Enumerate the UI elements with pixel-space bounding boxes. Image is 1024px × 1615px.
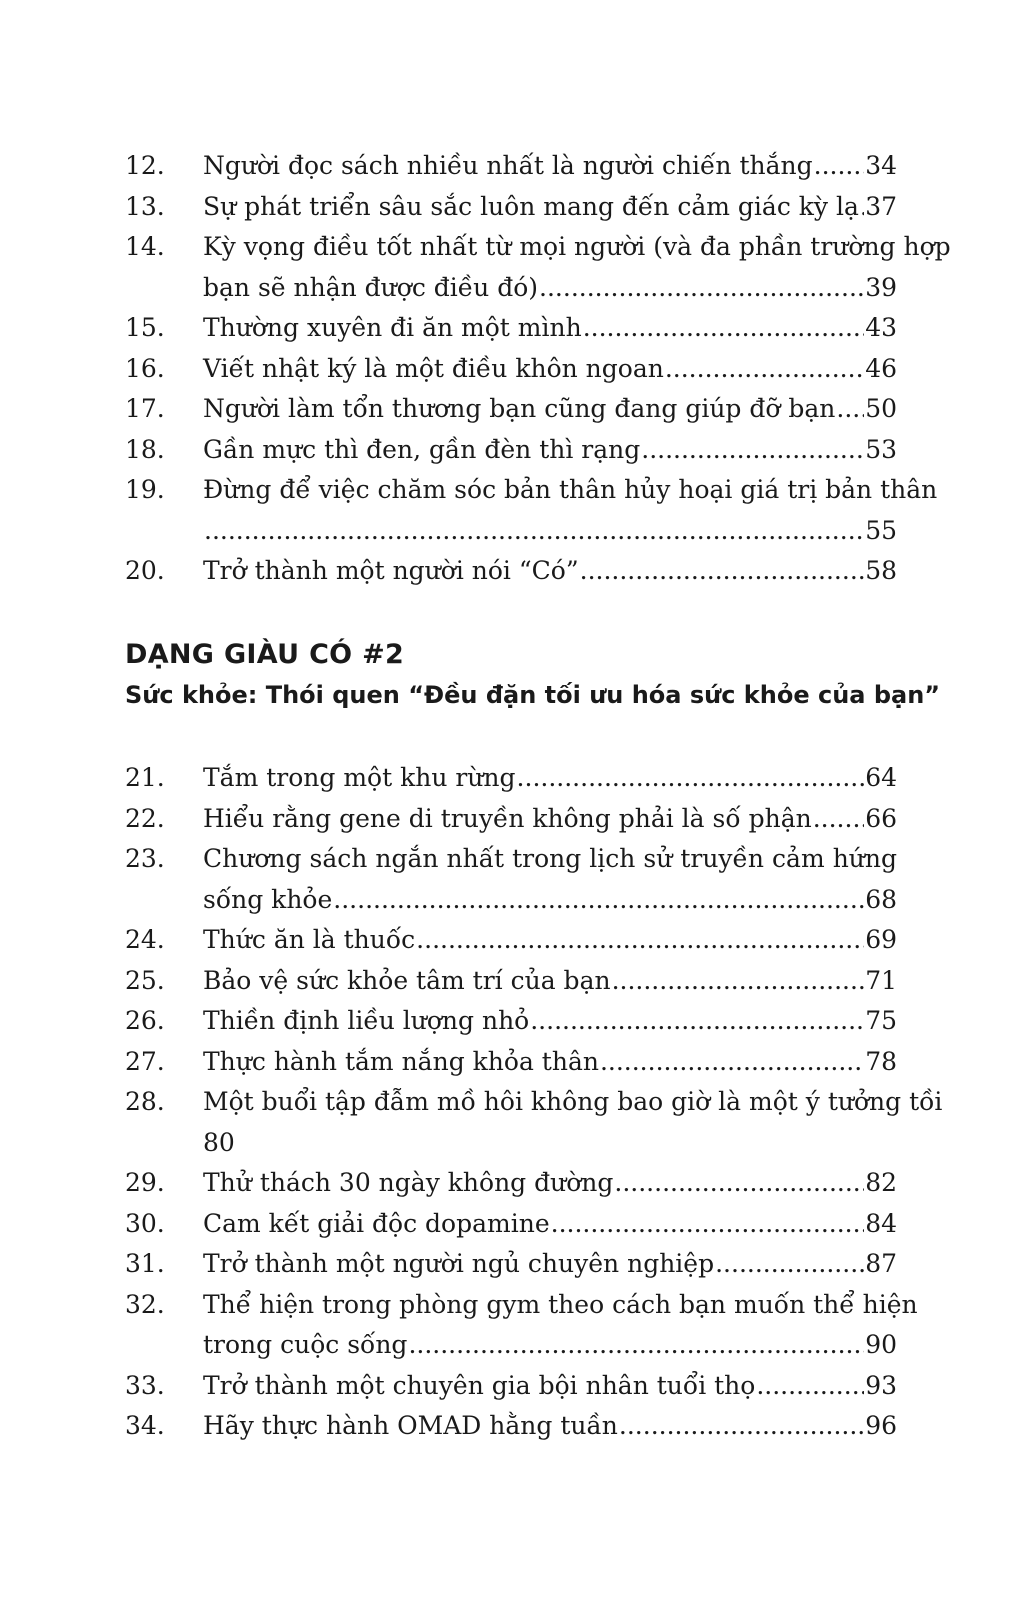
entry-title-line-2: bạn sẽ nhận được điều đó) — [203, 272, 539, 302]
dot-leader — [619, 1406, 864, 1447]
entry-page: 90 — [865, 1330, 897, 1359]
entry-number: 16. — [125, 353, 165, 383]
entry-title-line-2: sống khỏe — [203, 884, 333, 914]
entry-page: 87 — [865, 1249, 897, 1278]
dot-leader — [814, 146, 865, 187]
entry-page: 96 — [865, 1411, 897, 1440]
entry-number: 21. — [125, 763, 165, 792]
toc-entry — [125, 430, 897, 471]
dot-leader — [715, 1244, 864, 1285]
entry-page: 58 — [865, 556, 897, 585]
toc-entry — [125, 1163, 897, 1204]
section-heading: DẠNG GIÀU CÓ #2 — [125, 639, 405, 670]
toc-entry — [125, 389, 897, 430]
dot-leader — [614, 1163, 864, 1204]
entry-title-line-2: trong cuộc sống — [203, 1330, 408, 1359]
entry-number: 15. — [125, 313, 165, 342]
entry-title-line-1: Đừng để việc chăm sóc bản thân hủy hoại giá trị bản thân — [203, 475, 938, 504]
entry-title: Thử thách 30 ngày không đường — [203, 1168, 614, 1197]
dot-leader — [416, 920, 864, 961]
toc-entry — [125, 551, 897, 592]
entry-page: 46 — [865, 353, 897, 383]
section-header — [125, 636, 940, 716]
entry-number: 33. — [125, 1370, 165, 1400]
entry-page: 66 — [865, 803, 897, 833]
dot-leader — [600, 1042, 864, 1083]
toc-entry — [125, 1001, 897, 1042]
entry-number: 30. — [125, 1208, 165, 1238]
entry-title-line-1: Chương sách ngắn nhất trong lịch sử truyền cảm hứng — [203, 844, 897, 873]
dot-leader — [756, 1366, 864, 1407]
dot-leader — [580, 551, 865, 592]
entry-number: 23. — [125, 844, 165, 873]
entry-number: 12. — [125, 151, 165, 180]
toc-list-part-1 — [125, 146, 951, 592]
dot-leader — [333, 880, 864, 921]
dot-leader — [813, 799, 864, 840]
entry-title: Người làm tổn thương bạn cũng đang giúp đỡ bạn — [203, 394, 836, 423]
entry-number: 24. — [125, 925, 165, 954]
toc-entry — [125, 839, 897, 920]
entry-title: Thức ăn là thuốc — [203, 925, 416, 954]
toc-entry — [125, 1042, 897, 1083]
entry-title: Trở thành một chuyên gia bội nhân tuổi thọ — [203, 1370, 756, 1400]
entry-title-line-2: 80 — [203, 1127, 235, 1157]
entry-number: 14. — [125, 232, 165, 261]
toc-entry — [125, 227, 951, 308]
entry-title: Trở thành một người ngủ chuyên nghiệp — [203, 1249, 715, 1278]
section-subheading: Sức khỏe: Thói quen “Đều đặn tối ưu hóa sức khỏe của bạn” — [125, 681, 941, 709]
entry-title: Hiểu rằng gene di truyền không phải là số phận — [203, 803, 812, 833]
toc-entry — [125, 187, 897, 228]
entry-title: Thiền định liều lượng nhỏ — [203, 1006, 530, 1035]
entry-page: 39 — [865, 272, 897, 302]
entry-number: 27. — [125, 1046, 165, 1076]
entry-title: Hãy thực hành OMAD hằng tuần — [203, 1411, 618, 1440]
entry-page: 75 — [865, 1006, 897, 1035]
entry-number: 25. — [125, 965, 165, 995]
dot-leader — [860, 187, 864, 228]
dot-leader — [539, 268, 864, 309]
entry-number: 18. — [125, 434, 165, 464]
entry-page: 71 — [865, 965, 897, 995]
entry-title: Trở thành một người nói “Có” — [203, 556, 579, 585]
toc-entry — [125, 1204, 897, 1245]
entry-number: 32. — [125, 1289, 165, 1319]
entry-page: 68 — [865, 884, 897, 914]
dot-leader — [551, 1204, 865, 1245]
entry-number: 17. — [125, 394, 165, 423]
entry-number: 13. — [125, 191, 165, 221]
entry-page: 50 — [865, 394, 897, 423]
dot-leader — [836, 389, 864, 430]
toc-entry — [125, 1406, 897, 1447]
entry-page: 37 — [865, 191, 897, 221]
toc-entry — [125, 1285, 918, 1366]
entry-title-line-1: Một buổi tập đẫm mồ hôi không bao giờ là một ý tưởng tồi — [203, 1087, 943, 1116]
dot-leader — [204, 511, 864, 552]
entry-page: 82 — [865, 1168, 897, 1197]
entry-title: Bảo vệ sức khỏe tâm trí của bạn — [203, 965, 611, 995]
entry-page: 55 — [865, 515, 897, 545]
dot-leader — [612, 961, 865, 1002]
entry-page: 64 — [865, 763, 897, 792]
entry-page: 34 — [865, 151, 897, 180]
entry-page: 43 — [865, 313, 897, 342]
entry-title: Thực hành tắm nắng khỏa thân — [203, 1046, 599, 1076]
toc-entry — [125, 799, 897, 840]
entry-page: 69 — [865, 925, 897, 954]
entry-title: Thường xuyên đi ăn một mình — [203, 313, 582, 342]
entry-title-line-1: Thể hiện trong phòng gym theo cách bạn muốn thể hiện — [203, 1289, 918, 1319]
toc-entry — [125, 1082, 943, 1163]
entry-page: 84 — [865, 1208, 897, 1238]
entry-page: 53 — [865, 434, 897, 464]
entry-number: 20. — [125, 556, 165, 585]
entry-number: 22. — [125, 803, 165, 833]
toc-entry — [125, 1244, 897, 1285]
toc-entry — [125, 1366, 897, 1407]
toc-entry — [125, 758, 897, 799]
entry-title: Tắm trong một khu rừng — [203, 763, 516, 792]
entry-page: 78 — [865, 1046, 897, 1076]
entry-title: Người đọc sách nhiều nhất là người chiến thắng — [203, 151, 813, 180]
entry-number: 26. — [125, 1006, 165, 1035]
entry-number: 31. — [125, 1249, 165, 1278]
toc-entry — [125, 961, 897, 1002]
toc-entry — [125, 920, 897, 961]
entry-number: 19. — [125, 475, 165, 504]
toc-entry — [125, 146, 897, 187]
dot-leader — [641, 430, 864, 471]
toc-entry — [125, 349, 897, 390]
entry-number: 29. — [125, 1168, 165, 1197]
dot-leader — [517, 758, 865, 799]
dot-leader — [408, 1325, 864, 1366]
entry-title: Sự phát triển sâu sắc luôn mang đến cảm giác kỳ lạ — [203, 191, 859, 221]
entry-title: Viết nhật ký là một điều khôn ngoan — [203, 353, 664, 383]
toc-list-part-2 — [125, 758, 943, 1447]
dot-leader — [665, 349, 864, 390]
entry-title: Cam kết giải độc dopamine — [203, 1208, 550, 1238]
entry-title-line-1: Kỳ vọng điều tốt nhất từ mọi người (và đa phần trường hợp — [203, 232, 951, 261]
entry-number: 34. — [125, 1411, 165, 1440]
toc-entry — [125, 470, 938, 551]
entry-title: Gần mực thì đen, gần đèn thì rạng — [203, 434, 641, 464]
entry-page: 93 — [865, 1370, 897, 1400]
dot-leader — [583, 308, 864, 349]
toc-entry — [125, 308, 897, 349]
entry-number: 28. — [125, 1087, 165, 1116]
dot-leader — [530, 1001, 864, 1042]
